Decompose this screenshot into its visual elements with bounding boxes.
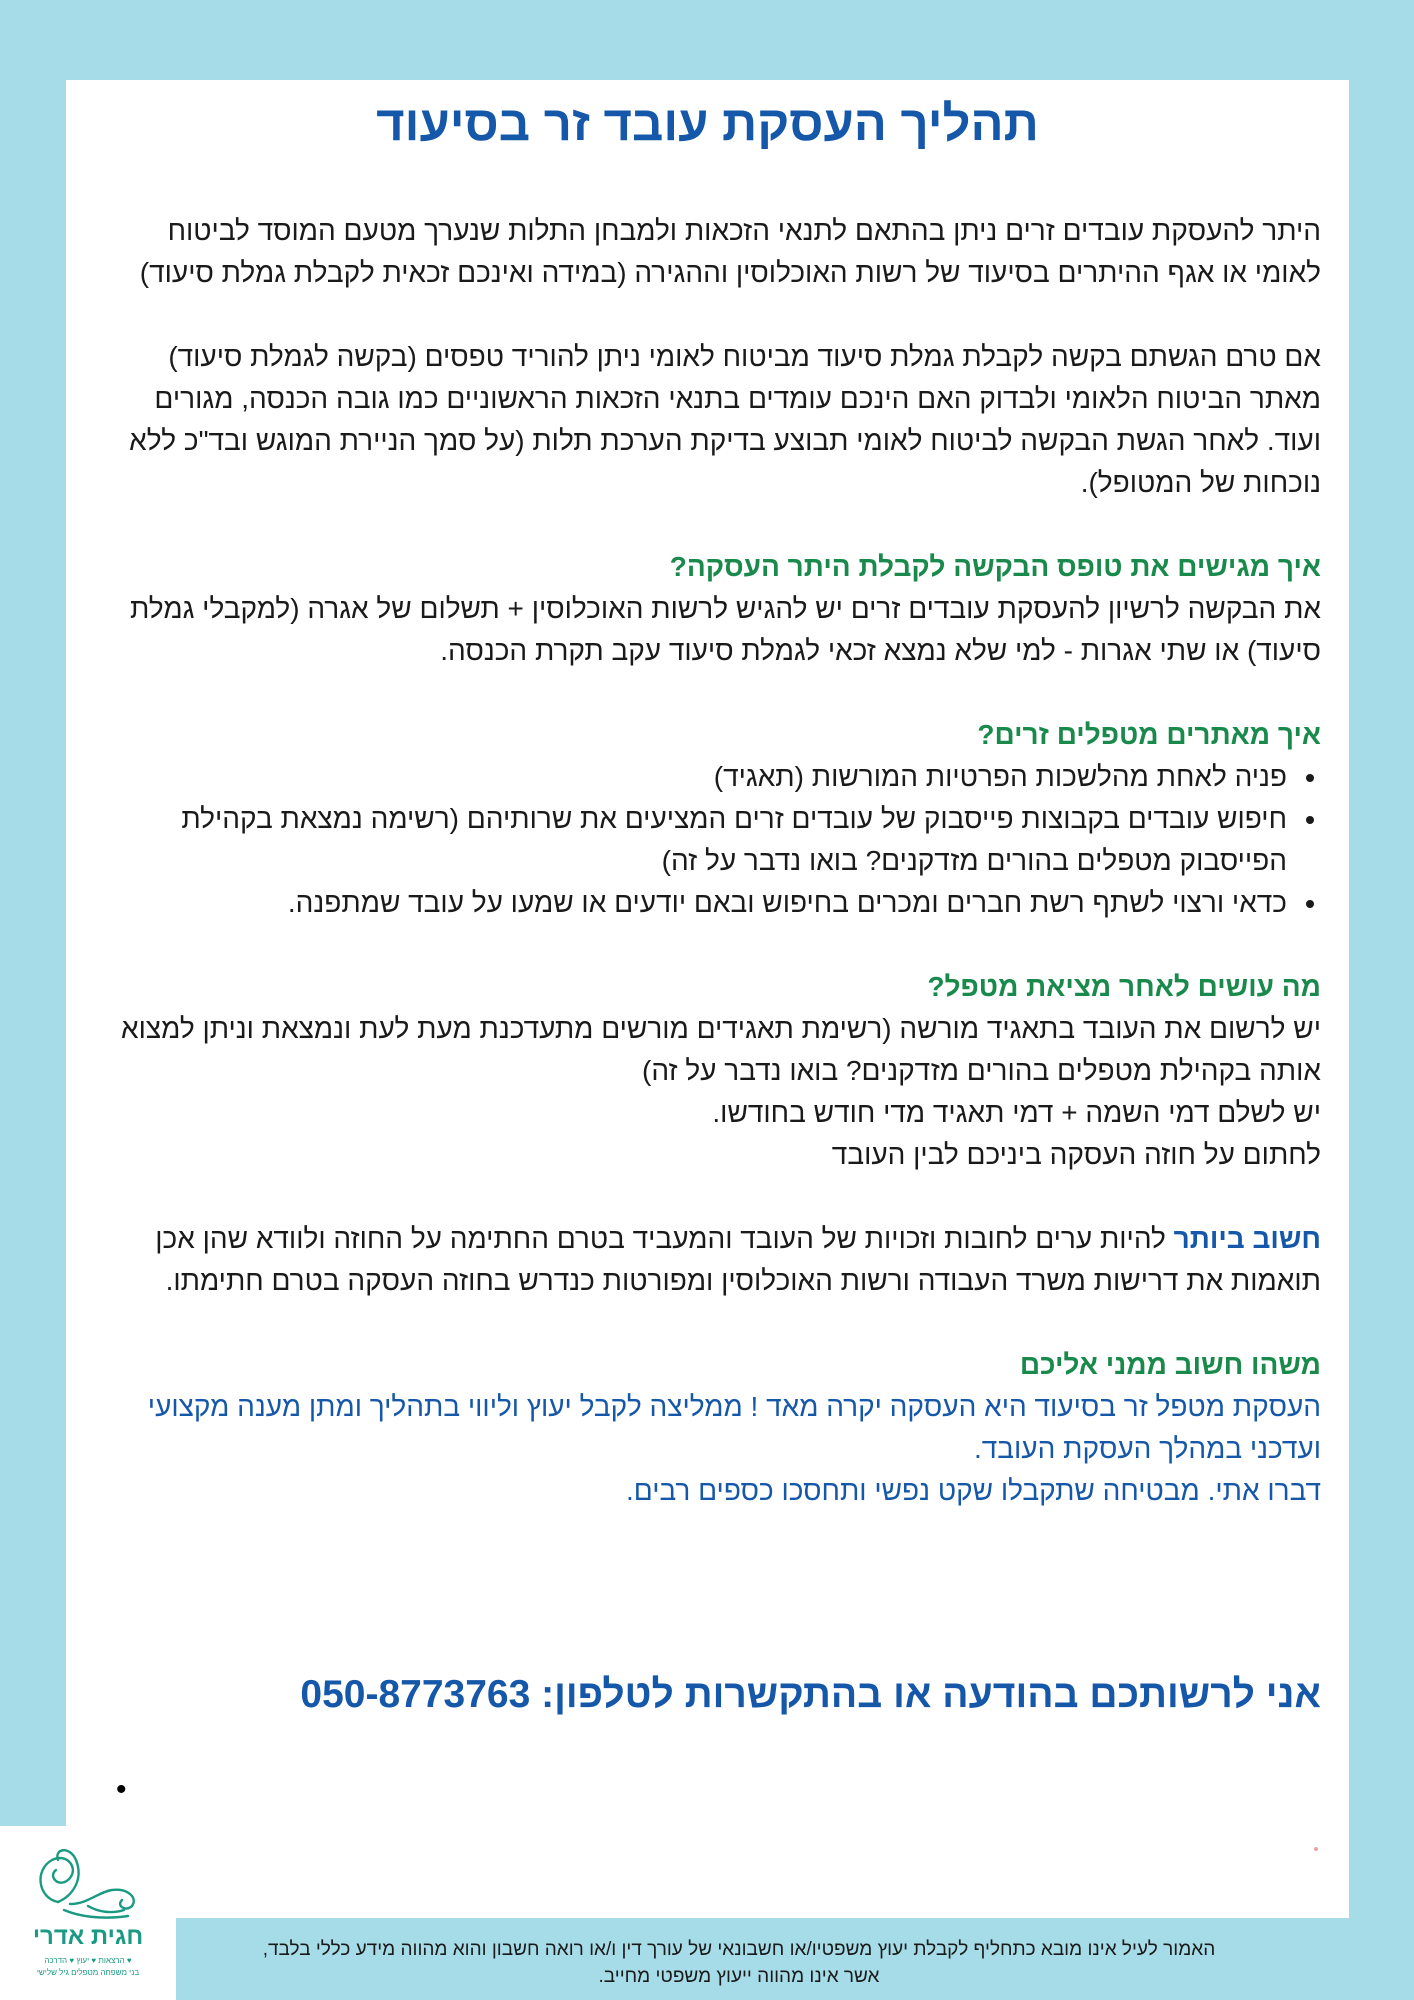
find-heading: איך מאתרים מטפלים זרים? (977, 719, 1321, 750)
decorative-dot (1314, 1847, 1318, 1851)
logo (0, 1826, 176, 2000)
logo-name: חגית אדרי (32, 1923, 144, 1950)
spacer (118, 504, 1321, 546)
personal-line-1: העסקת מטפל זר בסיעוד היא העסקה יקרה מאד ! ממליצה לקבל יעוץ וליווי בתהליך ומתן מענה מקצועי ועדכני במהלך העסקת העובד. (147, 1391, 1321, 1464)
contact-line: אני לרשותכם בהודעה או בהתקשרות לטלפון: 050-8773763 (300, 1673, 1321, 1716)
disclaimer (176, 1936, 1302, 1990)
after-line: יש לשלם דמי השמה + דמי תאגיד מדי חודש בחודשו. (712, 1097, 1321, 1128)
list-item: • חיפוש עובדים בקבוצות פייסבוק של עובדים זרים המציעים את שרותיהם (רשימה נמצאת בקהילת הפייסבוק מטפלים בהורים מזדקנים? בואו נדבר על זה) (118, 798, 1291, 882)
logo-tagline: בני משפחה מטפלים גיל שלישי (36, 1968, 140, 1977)
page-title: תהליך העסקת עובד זר בסיעוד (376, 97, 1039, 151)
spacer (118, 924, 1321, 966)
footer (176, 1918, 1414, 2000)
list-item: • כדאי ורצוי לשתף רשת חברים ומכרים בחיפוש ובאם יודעים או שמעו על עובד שמתפנה. (118, 882, 1291, 924)
submit-body: את הבקשה לרשיון להעסקת עובדים זרים יש להגיש לרשות האוכלוסין + תשלום של אגרה (למקבלי גמלת סיעוד) או שתי אגרות - למי שלא נמצא זכאי לגמלת סיעוד עקב תקרת הכנסה. (129, 593, 1321, 666)
after-line: יש לרשום את העובד בתאגיד מורשה (רשימת תאגידים מורשים מתעדכנת מעת לעת ונמצאת וניתן למצוא אותה בקהילת מטפלים בהורים מזדקנים? בואו נדבר על זה) (121, 1013, 1321, 1086)
submit-heading: איך מגישים את טופס הבקשה לקבלת היתר העסקה? (669, 551, 1321, 582)
disclaimer-line: האמור לעיל אינו מובא כתחליף לקבלת יעוץ משפטיו/או חשבונאי של עורך דין ו/או רואה חשבון והוא מהווה מידע כללי בלבד, (262, 1939, 1216, 1960)
spacer (118, 1176, 1321, 1218)
personal-line-2: דברו אתי. מבטיחה שתקבלו שקט נפשי ותחסכו כספים רבים. (625, 1475, 1321, 1506)
important-paragraph (118, 1218, 1321, 1302)
document-body (118, 210, 1321, 1512)
logo-flourish-icon (28, 1840, 148, 1922)
logo-tagline: ♥ הרצאות ♥ יעוץ ♥ הדרכה (44, 1956, 132, 1965)
find-list (118, 756, 1321, 924)
after-heading: מה עושים לאחר מציאת מטפל? (927, 971, 1321, 1002)
disclaimer-line: אשר אינו מהווה ייעוץ משפטי מחייב. (598, 1966, 880, 1987)
intro-paragraph-2: אם טרם הגשתם בקשה לקבלת גמלת סיעוד מביטוח לאומי ניתן להוריד טפסים (בקשה לגמלת סיעוד) מאתר הביטוח הלאומי ולבדוק האם הינכם עומדים בתנאי הזכאות הראשוניים כמו גובה הכנסה, מגורים ועוד. לאחר הגשת הבקשה לביטוח לאומי תבוצע בדיקת הערכת תלות (על סמך הניירת המוגש ובד"כ ללא נוכחות של המטופל). (129, 341, 1321, 498)
spacer (118, 294, 1321, 336)
spacer (118, 1302, 1321, 1344)
stray-bullet: • (116, 1773, 127, 1806)
personal-heading: משהו חשוב ממני אליכם (1019, 1349, 1321, 1380)
list-item: • פניה לאחת מהלשכות הפרטיות המורשות (תאגיד) (118, 756, 1291, 798)
intro-paragraph-1: היתר להעסקת עובדים זרים ניתן בהתאם לתנאי הזכאות ולמבחן התלות שנערך מטעם המוסד לביטוח לאומי או אגף ההיתרים בסיעוד של רשות האוכלוסין וההגירה (במידה ואינכם זכאית לקבלת גמלת סיעוד) (139, 215, 1321, 288)
important-emphasis: חשוב ביותר (1173, 1223, 1321, 1254)
spacer (118, 672, 1321, 714)
after-line: לחתום על חוזה העסקה ביניכם לבין העובד (831, 1139, 1321, 1170)
important-body: להיות ערים לחובות וזכויות של העובד והמעביד בטרם החתימה על החוזה ולוודא שהן אכן תואמות את דרישות משרד העבודה ורשות האוכלוסין ומפורטות כנדרש בחוזה העסקה בטרם חתימתו. (155, 1223, 1321, 1296)
